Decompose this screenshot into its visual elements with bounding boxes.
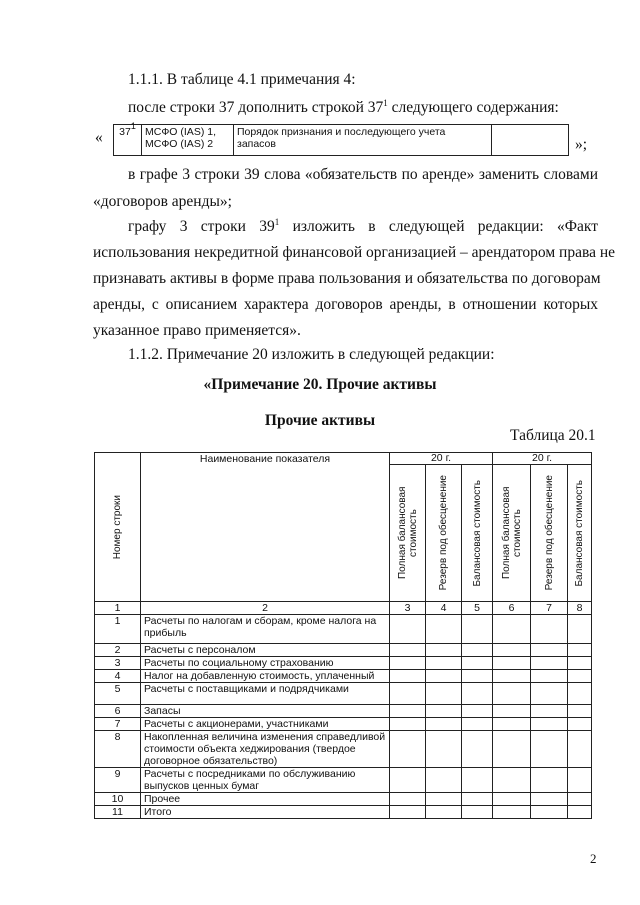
value-cell — [390, 731, 426, 768]
value-cell — [493, 806, 531, 819]
value-cell — [568, 670, 592, 683]
value-cell — [390, 793, 426, 806]
subheader-gross-1 — [390, 465, 426, 602]
subheader-gross-2-text: Полная балансовая стоимость — [500, 486, 523, 580]
row-name: Итого — [141, 806, 390, 819]
paragraph-column3-row39-line2: «договоров аренды»; — [93, 193, 232, 210]
table-row — [95, 806, 592, 819]
value-cell — [493, 683, 531, 705]
paragraph-after-row-37-text-b: следующего содержания: — [387, 99, 559, 116]
value-cell — [568, 615, 592, 644]
value-cell — [493, 793, 531, 806]
value-cell — [568, 806, 592, 819]
inserted-row-snippet — [113, 121, 569, 156]
paragraph-row39-1-line5: указанное право применяется». — [93, 322, 301, 339]
row-name: Расчеты по налогам и сборам, кроме налога на прибыль — [141, 615, 390, 644]
value-cell — [390, 768, 426, 793]
row-name: Расчеты с поставщиками и подрядчиками — [141, 683, 390, 705]
value-cell — [531, 683, 568, 705]
subheader-reserve-2-wrap — [534, 465, 564, 601]
value-cell — [390, 657, 426, 670]
column-number-6: 6 — [493, 602, 531, 615]
value-cell — [568, 793, 592, 806]
inserted-row-standard-line1: МСФО (IAS) 1, — [145, 126, 216, 138]
paragraph-row39-1-text-a: графу 3 строки 39 — [128, 218, 275, 235]
paragraph-row39-1-line2: использования некредитной финансовой организацией – арендатором права не — [93, 244, 615, 261]
value-cell — [390, 615, 426, 644]
value-cell — [531, 705, 568, 718]
inserted-row-number — [114, 121, 142, 155]
value-cell — [493, 644, 531, 657]
row-number: 5 — [95, 683, 141, 705]
value-cell — [390, 718, 426, 731]
value-cell — [390, 806, 426, 819]
value-cell — [531, 806, 568, 819]
paragraph-row39-1-line4: аренды, с описанием характера договоров аренды, в отношении которых — [93, 296, 598, 313]
paragraph-1-1-1: 1.1.1. В таблице 4.1 примечания 4: — [128, 71, 356, 88]
value-cell — [462, 670, 493, 683]
inserted-row-standard — [142, 125, 234, 155]
table-row — [95, 705, 592, 718]
value-cell — [568, 644, 592, 657]
value-cell — [531, 670, 568, 683]
subheader-reserve-2-text: Резерв под обесценение — [543, 475, 555, 591]
inserted-row-empty-cell — [492, 125, 568, 155]
inserted-row-description-line1: Порядок признания и последующего учета — [237, 126, 446, 138]
value-cell — [531, 657, 568, 670]
close-quote: »; — [575, 136, 588, 153]
value-cell — [568, 657, 592, 670]
table-row — [95, 793, 592, 806]
column-number-row — [95, 602, 592, 615]
row-number: 9 — [95, 768, 141, 793]
row-name: Налог на добавленную стоимость, уплаченный — [141, 670, 390, 683]
value-cell — [531, 718, 568, 731]
value-cell — [493, 615, 531, 644]
paragraph-after-row-37-sup: 1 — [383, 98, 388, 108]
row-name: Накопленная величина изменения справедливой стоимости объекта хеджирования (твердое договорное обязательство) — [141, 731, 390, 768]
row-name: Расчеты с персоналом — [141, 644, 390, 657]
value-cell — [568, 731, 592, 768]
inserted-row-number-sup: 1 — [130, 121, 136, 131]
row-name: Расчеты с посредниками по обслуживанию выпусков ценных бумаг — [141, 768, 390, 793]
inserted-row-description-line2: запасов — [237, 138, 276, 150]
value-cell — [426, 768, 462, 793]
value-cell — [493, 705, 531, 718]
value-cell — [531, 615, 568, 644]
value-cell — [531, 731, 568, 768]
value-cell — [426, 705, 462, 718]
table-row — [95, 683, 592, 705]
value-cell — [493, 731, 531, 768]
table-row — [95, 768, 592, 793]
subheader-reserve-1 — [426, 465, 462, 602]
value-cell — [462, 657, 493, 670]
row-number: 4 — [95, 670, 141, 683]
row-name: Расчеты с акционерами, участниками — [141, 718, 390, 731]
value-cell — [426, 657, 462, 670]
paragraph-after-row-37-text-a: после строки 37 дополнить строкой 37 — [128, 99, 384, 116]
subheader-gross-2 — [493, 465, 531, 602]
row-number: 10 — [95, 793, 141, 806]
column-number-5: 5 — [462, 602, 493, 615]
page-number: 2 — [590, 851, 597, 866]
value-cell — [462, 705, 493, 718]
value-cell — [493, 670, 531, 683]
subheader-net-2-wrap — [571, 465, 588, 601]
subheader-reserve-1-text: Резерв под обесценение — [438, 475, 449, 591]
value-cell — [462, 718, 493, 731]
value-cell — [426, 615, 462, 644]
value-cell — [531, 768, 568, 793]
row-name: Запасы — [141, 705, 390, 718]
paragraph-column3-row39-line1: в графе 3 строки 39 слова «обязательств по аренде» заменить словами — [128, 166, 598, 183]
column-number-4: 4 — [426, 602, 462, 615]
table-row — [95, 731, 592, 768]
subheader-gross-1-text: Полная балансовая стоимость — [396, 486, 419, 580]
column-number-7: 7 — [531, 602, 568, 615]
paragraph-1-1-2: 1.1.2. Примечание 20 изложить в следующей редакции: — [128, 346, 495, 363]
value-cell — [568, 705, 592, 718]
note-title: «Примечание 20. Прочие активы — [203, 376, 437, 393]
paragraph-after-row-37 — [128, 99, 559, 117]
value-cell — [426, 806, 462, 819]
paragraph-row39-1-line3: признавать активы в форме права пользования и обязательства по договорам — [93, 270, 601, 287]
value-cell — [426, 718, 462, 731]
value-cell — [426, 644, 462, 657]
value-cell — [390, 683, 426, 705]
paragraph-row39-1-text-b: изложить в следующей редакции: «Факт — [279, 218, 598, 235]
table-row — [95, 615, 592, 644]
column-number-8: 8 — [568, 602, 592, 615]
value-cell — [390, 670, 426, 683]
value-cell — [462, 683, 493, 705]
row-number: 1 — [95, 615, 141, 644]
value-cell — [426, 793, 462, 806]
subheader-net-1-wrap — [465, 465, 489, 601]
column-number-1: 1 — [95, 602, 141, 615]
value-cell — [462, 793, 493, 806]
subheader-reserve-1-wrap — [429, 465, 458, 601]
row-number: 11 — [95, 806, 141, 819]
value-cell — [426, 731, 462, 768]
inserted-row-number-text: 37 — [119, 126, 131, 138]
value-cell — [531, 644, 568, 657]
subheader-net-1-text: Балансовая стоимость — [471, 479, 483, 587]
inserted-row-description — [234, 125, 492, 155]
subheader-net-1 — [462, 465, 493, 602]
table-row — [95, 644, 592, 657]
header-name-text: Наименование показателя — [199, 453, 331, 465]
value-cell — [390, 644, 426, 657]
row-number: 3 — [95, 657, 141, 670]
row-number: 8 — [95, 731, 141, 768]
value-cell — [531, 793, 568, 806]
column-number-2: 2 — [141, 602, 390, 615]
value-cell — [568, 683, 592, 705]
table-title: Прочие активы — [264, 412, 376, 429]
row-number: 2 — [95, 644, 141, 657]
header-year-2: 20 г. — [493, 453, 592, 465]
column-number-3: 3 — [390, 602, 426, 615]
paragraph-row39-1-line1 — [128, 218, 598, 236]
subheader-net-2 — [568, 465, 592, 602]
value-cell — [462, 644, 493, 657]
row-name: Расчеты по социальному страхованию — [141, 657, 390, 670]
header-name — [141, 453, 390, 602]
row-number: 6 — [95, 705, 141, 718]
value-cell — [568, 768, 592, 793]
table-header-row-1 — [95, 453, 592, 465]
table-row — [95, 657, 592, 670]
subheader-gross-2-wrap — [496, 465, 527, 601]
value-cell — [493, 768, 531, 793]
header-row-number-wrap — [98, 453, 137, 601]
header-year-1: 20 г. — [390, 453, 493, 465]
header-row-number-text: Номер строки — [112, 494, 123, 560]
row-name: Прочее — [141, 793, 390, 806]
inserted-row-standard-line2: МСФО (IAS) 2 — [145, 138, 214, 150]
table-row — [95, 670, 592, 683]
subheader-reserve-2 — [531, 465, 568, 602]
header-row-number — [95, 453, 141, 602]
value-cell — [462, 615, 493, 644]
open-quote: « — [95, 129, 103, 146]
subheader-gross-1-wrap — [393, 465, 422, 601]
other-assets-table — [94, 452, 592, 819]
paragraph-row39-1-sup: 1 — [274, 217, 280, 227]
value-cell — [493, 657, 531, 670]
value-cell — [493, 718, 531, 731]
subheader-net-2-text: Балансовая стоимость — [574, 479, 586, 587]
value-cell — [462, 806, 493, 819]
value-cell — [462, 731, 493, 768]
value-cell — [568, 718, 592, 731]
value-cell — [462, 768, 493, 793]
table-row — [95, 718, 592, 731]
row-number: 7 — [95, 718, 141, 731]
value-cell — [426, 670, 462, 683]
table-caption: Таблица 20.1 — [510, 427, 596, 444]
value-cell — [390, 705, 426, 718]
value-cell — [426, 683, 462, 705]
